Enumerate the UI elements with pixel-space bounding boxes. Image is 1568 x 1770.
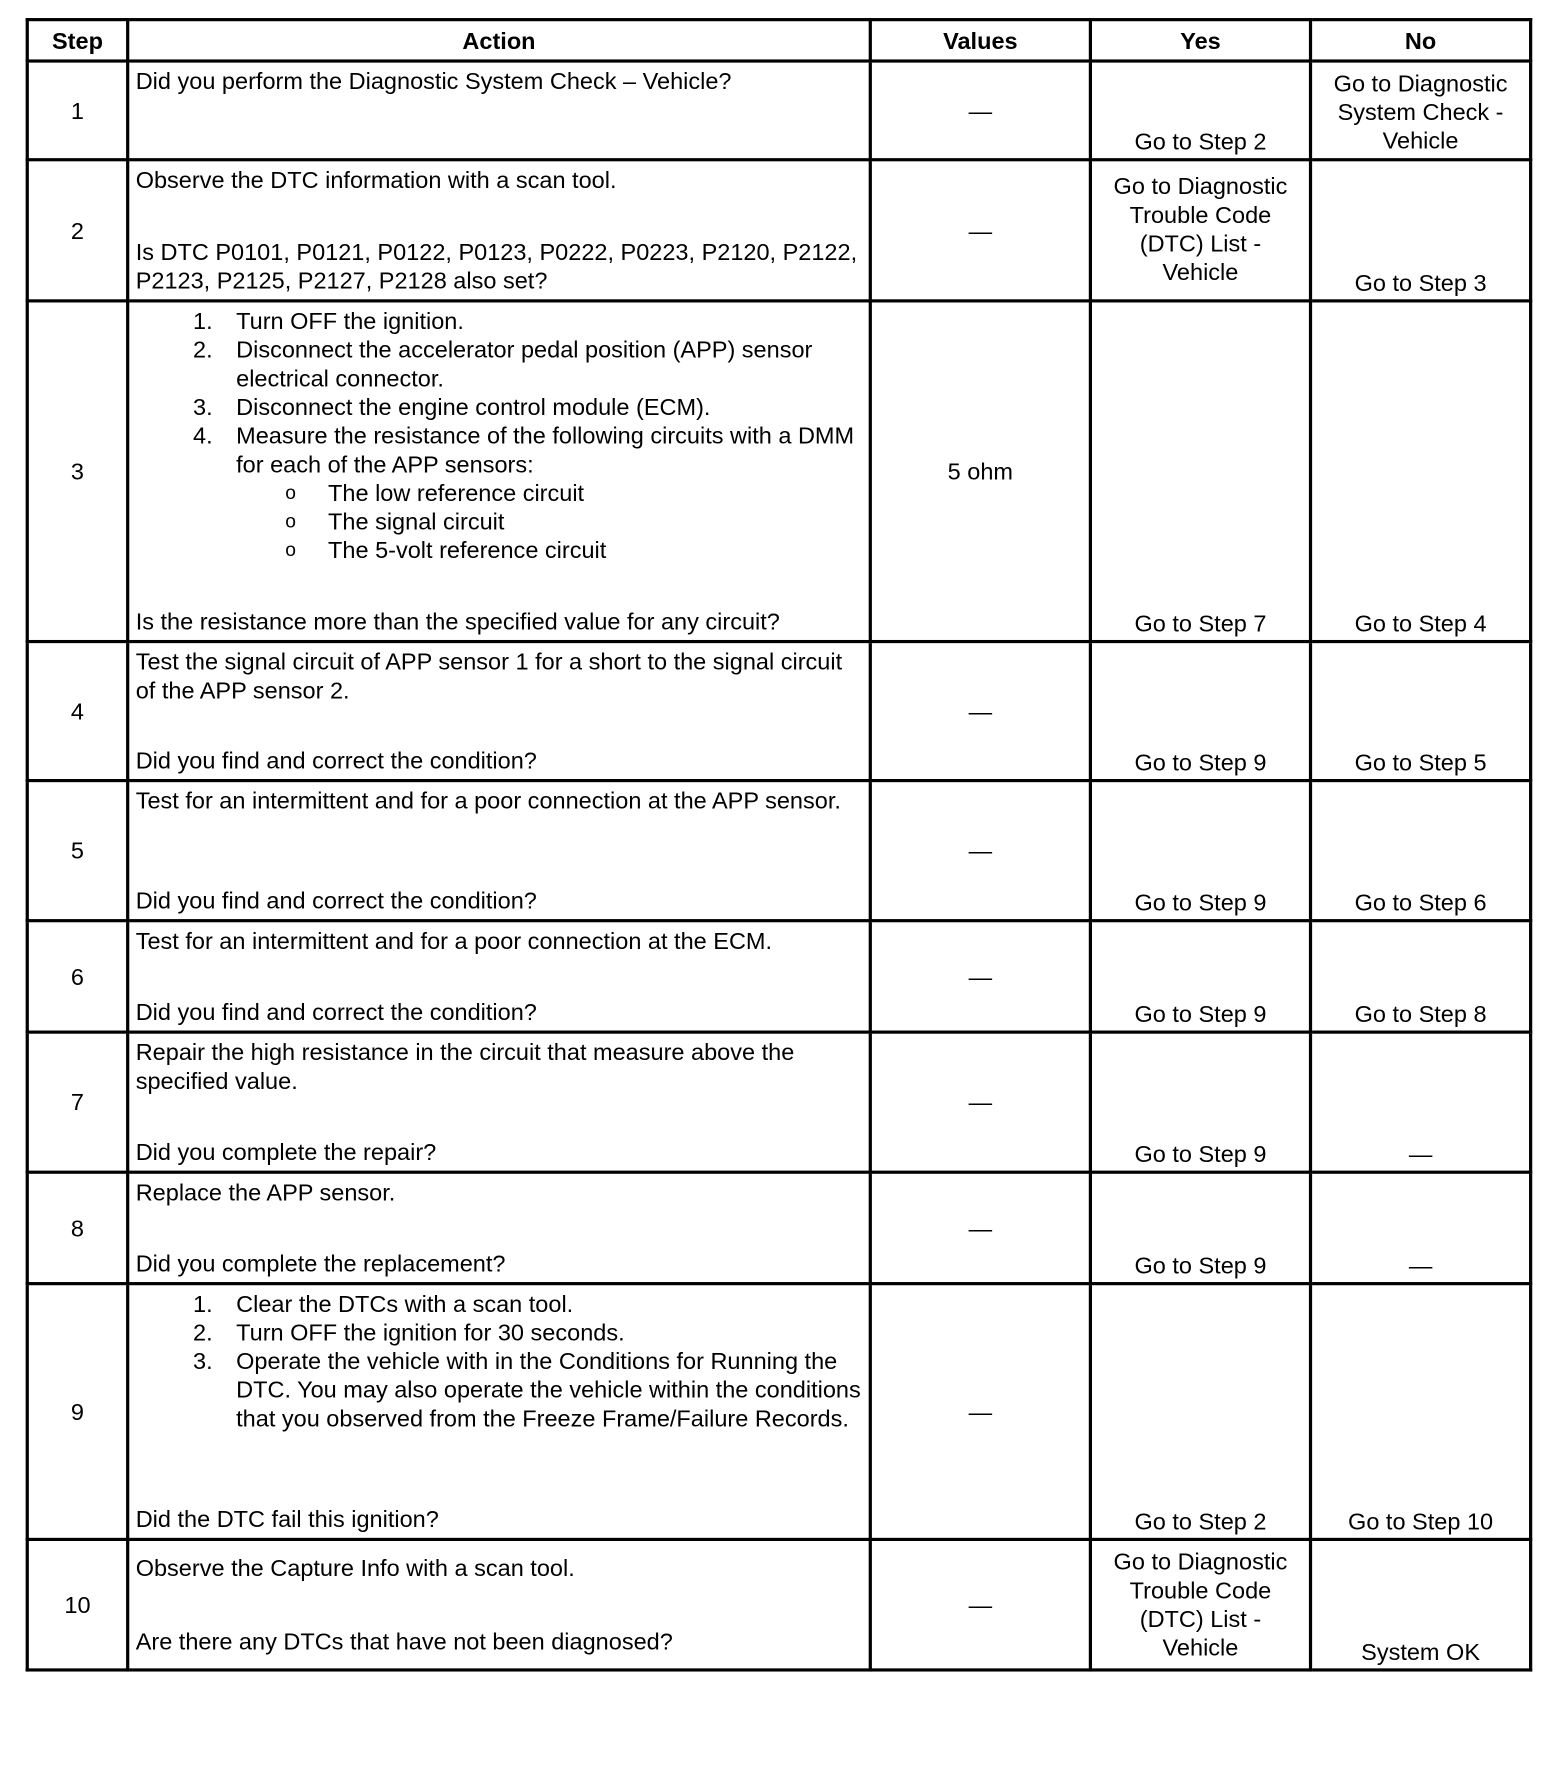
value-cell: — (870, 61, 1090, 160)
action-cell (128, 1032, 871, 1172)
value-cell: 5 ohm (870, 301, 1090, 642)
action-question: Did you complete the repair? (135, 1138, 437, 1166)
bullet-mark: o (285, 510, 296, 532)
bullet-mark: o (285, 539, 296, 561)
action-text: Observe the DTC information with a scan tool. (135, 166, 617, 194)
yes-cell (1090, 921, 1310, 1032)
header-row (27, 20, 1530, 61)
yes-cell (1090, 301, 1310, 642)
action-question: Did the DTC fail this ignition? (135, 1505, 439, 1533)
value-cell: — (870, 160, 1090, 301)
action-cell (128, 1172, 871, 1283)
no-text: Go to Step 10 (1348, 1508, 1494, 1535)
list-item: 4. Measure the resistance of the following circuits with a DMM for each of the APP sensors: (193, 422, 855, 478)
yes-cell (1090, 160, 1310, 301)
no-text: Go to Step 6 (1354, 889, 1487, 916)
action-question: Is DTC P0101, P0121, P0122, P0123, P0222, P0223, P2120, P2122, P2123, P2125, P2127, P2128 also set? (135, 238, 858, 294)
step-number: 2 (27, 160, 127, 301)
value-cell: — (870, 1172, 1090, 1283)
action-question: Are there any DTCs that have not been diagnosed? (135, 1628, 673, 1655)
value-cell: — (870, 921, 1090, 1032)
action-cell (128, 1284, 871, 1540)
value-cell: — (870, 781, 1090, 921)
header-values: Values (870, 20, 1090, 61)
table-row (27, 1539, 1530, 1670)
action-cell (128, 1539, 871, 1670)
yes-text: Go to Step 2 (1134, 128, 1267, 155)
procedure-list (136, 1289, 863, 1432)
table-row (27, 1284, 1530, 1540)
no-text: Go to Step 5 (1354, 749, 1487, 776)
yes-text: Go to Step 7 (1134, 610, 1267, 637)
value-cell: — (870, 642, 1090, 781)
yes-text: Go to Step 9 (1134, 749, 1267, 776)
step-number: 9 (27, 1284, 127, 1540)
action-question: Is the resistance more than the specified value for any circuit? (135, 608, 780, 635)
value-cell: — (870, 1539, 1090, 1670)
action-text: Did you perform the Diagnostic System Check – Vehicle? (135, 67, 732, 95)
no-text: — (1408, 1140, 1433, 1168)
no-cell (1311, 61, 1531, 160)
action-text: Observe the Capture Info with a scan tool. (135, 1554, 575, 1582)
action-cell (128, 781, 871, 921)
action-text: Test for an intermittent and for a poor connection at the ECM. (135, 927, 773, 955)
no-cell (1311, 160, 1531, 301)
yes-text: Go to Step 9 (1134, 1252, 1267, 1279)
action-cell (128, 301, 871, 642)
no-cell (1311, 1172, 1531, 1283)
header-step: Step (27, 20, 127, 61)
value-cell: — (870, 1032, 1090, 1172)
procedure-list (136, 307, 863, 479)
list-item: o The low reference circuit (285, 479, 585, 507)
value-cell: — (870, 1284, 1090, 1540)
step-number: 1 (27, 61, 127, 160)
no-text: Go to Step 3 (1354, 269, 1487, 297)
no-text: Go to Diagnostic System Check - Vehicle (1333, 70, 1508, 154)
step-number: 7 (27, 1032, 127, 1172)
header-no: No (1311, 20, 1531, 61)
no-cell (1311, 1539, 1531, 1670)
step-number: 3 (27, 301, 127, 642)
action-question: Did you find and correct the condition? (135, 747, 537, 774)
table-row (27, 1172, 1530, 1283)
no-text: Go to Step 8 (1354, 1000, 1487, 1028)
list-item: 1. Clear the DTCs with a scan tool. (193, 1290, 574, 1318)
action-cell (128, 160, 871, 301)
no-cell (1311, 781, 1531, 921)
no-cell (1311, 1032, 1531, 1172)
yes-cell (1090, 781, 1310, 921)
table-row (27, 301, 1530, 642)
list-item: o The 5-volt reference circuit (285, 537, 607, 564)
step-number: 8 (27, 1172, 127, 1283)
yes-text: Go to Diagnostic Trouble Code (DTC) List - Vehicle (1113, 1548, 1288, 1661)
list-item: o The signal circuit (285, 508, 505, 535)
no-text: — (1408, 1252, 1433, 1279)
table-row (27, 921, 1530, 1032)
list-item: 3. Disconnect the engine control module (ECM). (193, 393, 711, 421)
action-question: Did you find and correct the condition? (135, 887, 537, 914)
action-cell (128, 642, 871, 781)
yes-cell (1090, 642, 1310, 781)
header-yes: Yes (1090, 20, 1310, 61)
no-cell (1311, 921, 1531, 1032)
list-item: 2. Disconnect the accelerator pedal position (APP) sensor electrical connector. (193, 336, 813, 392)
action-text: Replace the APP sensor. (135, 1179, 396, 1206)
table-row (27, 1032, 1530, 1172)
no-cell (1311, 1284, 1531, 1540)
list-item: 1. Turn OFF the ignition. (193, 307, 464, 335)
yes-cell (1090, 1172, 1310, 1283)
table-row (27, 781, 1530, 921)
yes-text: Go to Step 9 (1134, 889, 1267, 916)
table-row (27, 61, 1530, 160)
list-item: 2. Turn OFF the ignition for 30 seconds. (193, 1319, 625, 1346)
yes-text: Go to Step 9 (1134, 1140, 1267, 1168)
action-text: Test the signal circuit of APP sensor 1 for a short to the signal circuit of the APP sensor 2. (135, 648, 843, 704)
action-cell (128, 921, 871, 1032)
yes-text: Go to Diagnostic Trouble Code (DTC) List - Vehicle (1113, 172, 1288, 286)
diagnostic-table (26, 18, 1533, 1672)
list-item: 3. Operate the vehicle with in the Conditions for Running the DTC. You may also operate the vehicle within the conditions that you observed from the Freeze Frame/Failure Records. (193, 1347, 861, 1432)
no-text: System OK (1361, 1638, 1481, 1666)
step-number: 10 (27, 1539, 127, 1670)
yes-cell (1090, 1032, 1310, 1172)
step-number: 6 (27, 921, 127, 1032)
step-number: 5 (27, 781, 127, 921)
table-row (27, 160, 1530, 301)
header-action: Action (128, 20, 871, 61)
table-row (27, 642, 1530, 781)
yes-cell (1090, 1539, 1310, 1670)
yes-text: Go to Step 9 (1134, 1000, 1267, 1028)
circuit-list (136, 479, 863, 565)
no-text: Go to Step 4 (1354, 610, 1487, 637)
action-question: Did you complete the replacement? (135, 1250, 506, 1277)
yes-text: Go to Step 2 (1134, 1508, 1267, 1535)
action-question: Did you find and correct the condition? (135, 998, 537, 1026)
no-cell (1311, 642, 1531, 781)
no-cell (1311, 301, 1531, 642)
yes-cell (1090, 61, 1310, 160)
bullet-mark: o (285, 481, 296, 504)
action-text: Repair the high resistance in the circuit that measure above the specified value. (135, 1039, 795, 1095)
step-number: 4 (27, 642, 127, 781)
action-text: Test for an intermittent and for a poor connection at the APP sensor. (135, 787, 841, 815)
action-cell (128, 61, 871, 160)
yes-cell (1090, 1284, 1310, 1540)
